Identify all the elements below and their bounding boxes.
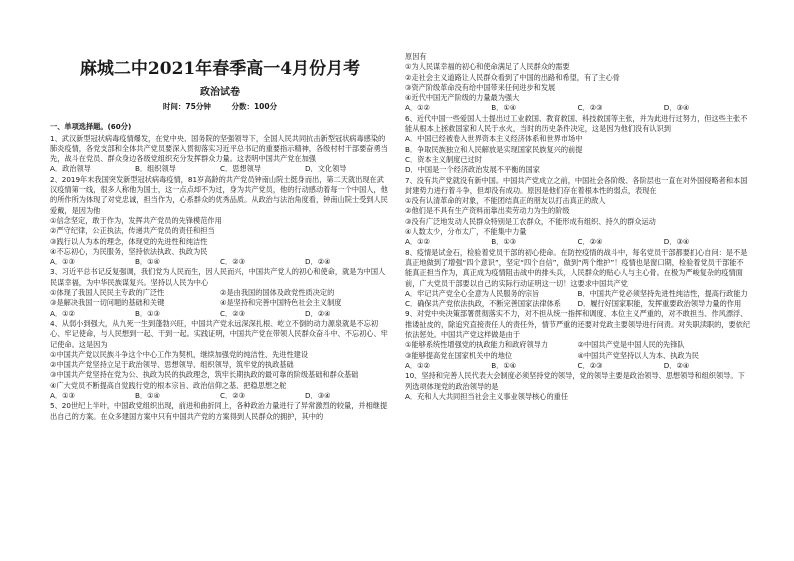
statement: ①信念坚定，敢于作为，发挥共产党员的先锋模范作用 bbox=[50, 215, 222, 225]
answer-option: D．中国是一个经济政治发展不平衡的国家 bbox=[405, 165, 540, 175]
question bbox=[405, 248, 750, 310]
answer-option: A．①② bbox=[50, 308, 75, 318]
answer-option: B．①③ bbox=[491, 237, 517, 247]
left-question-list bbox=[50, 134, 390, 422]
answer-option: C．②④ bbox=[577, 237, 603, 247]
answer-option: D．③④ bbox=[663, 103, 690, 113]
answer-option: A．充和人大共同担当社会主义事业领导核心的重任 bbox=[405, 391, 569, 401]
answer-options bbox=[405, 361, 750, 371]
question bbox=[405, 114, 750, 176]
statement-row bbox=[50, 298, 390, 308]
answer-option: D．③④ bbox=[305, 391, 331, 401]
answer-options bbox=[405, 103, 750, 113]
statement: ②走社会主义道路让人民群众看到了中国的出路和希望，有了主心骨 bbox=[405, 72, 620, 82]
answer-option: D．文化领导 bbox=[305, 164, 347, 174]
answer-option: B．①④ bbox=[491, 360, 517, 370]
answer-options bbox=[405, 299, 750, 309]
question-text: 1、武汉新型冠状病毒疫情爆发，在党中央、国务院的坚强领导下，全国人民共同抗击新型冠状病毒感染的肺炎疫情，各党支部和全体共产党员要深入贯彻落实习近平总书记的重要指示精神，各级村村干部要奋勇当先，战斗在党员、群众身边各级党组织充分发挥群众力量。这表明中国共产党在加强 bbox=[50, 133, 388, 164]
statement-row bbox=[50, 288, 390, 298]
answer-option: A．①② bbox=[405, 103, 430, 113]
answer-options bbox=[405, 237, 750, 247]
statement: ④近代中国无产阶级的力量最为强大 bbox=[405, 93, 520, 103]
question-text: 4、从弱小到强大，从九死一生到蓬勃兴旺，中国共产党永远深深扎根、屹立不倒的动力源泉就是不忘初心、牢记使命，与人民想到一起、干到一起。实践证明，中国共产党在带领人民群众奋斗中、不忘初心、牢记使命。这是因为 bbox=[50, 318, 388, 349]
statement: ②中国共产党坚持立足于政治领导、思想领导、组织领导，筑牢党的执政基础 bbox=[50, 360, 294, 370]
answer-option: C．资本主义制度已过时 bbox=[405, 154, 482, 164]
statement: ②严守纪律，公正执法，传递共产党员的责任和担当 bbox=[50, 226, 215, 236]
question bbox=[50, 267, 390, 318]
exam-score: 分数：100分 bbox=[231, 102, 278, 111]
question bbox=[50, 319, 390, 401]
answer-option: A．①② bbox=[405, 237, 430, 247]
left-column bbox=[50, 50, 390, 422]
question-text: 8、疫情是试金石，检验着党员干部的初心使命。在防控疫情的战斗中，每名党员干部都要扪心自问：是不是真正地做到了增强“四个意识”，坚定“四个自信”，做到“两个维护”！疫情也是窗口期，检验着党员干部能不能真正担当作为，真正成为疫情阻击战中的排头兵，人民群众的贴心人与主心骨。在极为严峻复杂的疫情面前，广大党员干部要以自己的实际行动证明这一切！这要求中国共产党 bbox=[405, 247, 748, 288]
statement: ④是坚持和完善中国特色社会主义制度 bbox=[220, 298, 342, 308]
statement: ③践行以人为本的理念，体现党的先进性和纯洁性 bbox=[50, 236, 208, 246]
question-text: 9、对党中央决策部署贯彻落实不力，对不担从统一指挥和调度、本位主义严重的，对不敢担当、作风漂浮、推诿扯皮的，除追究直接责任人的责任外，情节严重的还要对党政主要领导进行问责。对失职渎职的，要依纪依法惩处。中国共产党这样做是由于 bbox=[405, 309, 751, 340]
question-text: 原因有 bbox=[405, 52, 427, 61]
answer-option: C．②③ bbox=[577, 103, 603, 113]
statement: ④中国共产党坚持以人为本、执政为民 bbox=[577, 350, 699, 360]
question bbox=[50, 134, 390, 175]
statement: ②是由我国的国体及政党性质决定的 bbox=[220, 288, 335, 298]
answer-option: B．①④ bbox=[135, 391, 161, 401]
answer-option: D．履行好国家职能，发挥重要政治领导力量的作用 bbox=[577, 299, 742, 309]
answer-options bbox=[50, 391, 390, 401]
question bbox=[405, 371, 750, 402]
answer-option: D．③④ bbox=[663, 237, 690, 247]
answer-option: B．争取民族独立和人民解放是实现国家民族复兴的前提 bbox=[405, 144, 583, 154]
statement: ③中国共产党坚持在党为公、执政为民的执政理念，筑牢长期执政的最可靠的阶级基础和群众基础 bbox=[50, 370, 359, 380]
question bbox=[50, 401, 390, 422]
statement: ④不忘初心，为民服务，坚持依法执政、执政为民 bbox=[50, 246, 208, 256]
answer-option: C．思想领导 bbox=[220, 164, 261, 174]
answer-option: A．①③ bbox=[50, 257, 75, 267]
answer-option: D．②④ bbox=[305, 257, 331, 267]
answer-option: C．②③ bbox=[220, 308, 246, 318]
answer-option: D．②④ bbox=[305, 308, 331, 318]
question-text: 7、没有共产党就没有新中国。中国共产党成立之前，中国社会各阶级、各阶层也一直在对外国侵略者和本国封建势力进行着斗争，但却没有成功。原因是他们存在着根本性的弱点，表现在 bbox=[405, 175, 748, 195]
exam-title: 麻城二中2021年春季高一4月份月考 bbox=[79, 59, 361, 79]
statement: ④人数太少，分布太广，不能集中力量 bbox=[405, 227, 527, 237]
question-text: 3、习近平总书记反复强调，我们党为人民而生，因人民而兴，中国共产党人的初心和使命，就是为中国人民谋幸福，为中华民族谋复兴。坚持以人民为中心 bbox=[50, 267, 386, 287]
statement: ①体现了我国人民民主专政的广泛性 bbox=[50, 288, 165, 298]
exam-meta bbox=[50, 102, 390, 112]
question bbox=[405, 176, 750, 248]
question bbox=[50, 175, 390, 268]
answer-option: B．中国共产党必须坚持先进性纯洁性，提高行政能力 bbox=[577, 288, 748, 298]
answer-option: B．组织领导 bbox=[135, 164, 176, 174]
answer-option: B．①④ bbox=[135, 257, 161, 267]
statement-row bbox=[405, 351, 750, 361]
answer-option: C．确保共产党依法执政，不断完善国家法律体系 bbox=[405, 299, 561, 309]
answer-option: A．牢记共产党全心全意为人民服务的宗旨 bbox=[405, 288, 540, 298]
answer-option: B．①④ bbox=[491, 103, 517, 113]
question-text: 2、2019年末我国突发新型冠状病毒疫情，81岁高龄的共产党员钟南山院士挺身而出，第二天就出现在武汉疫情第一线，很多人称他为国士，这一点点却不为过，身为共产党员，他的行动感动着每一个中国人，他的所作所为体现了对党忠诚，担当作为，心系群众的优秀品质。从政治与法治角度看，钟南山院士受到人民爱戴，是因为他 bbox=[50, 174, 388, 215]
question bbox=[405, 309, 750, 371]
answer-options bbox=[50, 309, 390, 319]
right-question-list bbox=[405, 52, 750, 402]
answer-options bbox=[405, 289, 750, 299]
statement: ①为人民谋幸福的初心和使命满足了人民群众的需要 bbox=[405, 62, 570, 72]
statement: ①中国共产党以民族斗争这个中心工作为契机，继续加强党的纯洁性、先进性建设 bbox=[50, 349, 309, 359]
statement: ②中国共产党是中国人民的先锋队 bbox=[577, 340, 685, 350]
answer-option: C．②③ bbox=[220, 391, 246, 401]
right-column bbox=[405, 52, 750, 402]
answer-options bbox=[50, 164, 390, 174]
answer-option: C．②③ bbox=[577, 360, 603, 370]
statement: ④广大党员不断提高自觉践行党的根本宗旨、政治信仰之基、把稳思想之舵 bbox=[50, 380, 287, 390]
answer-option: A．①② bbox=[405, 360, 430, 370]
statement: ③是解决我国一切问题的基础和关键 bbox=[50, 298, 165, 308]
statement: ③能够提高党在国家机关中的地位 bbox=[405, 350, 513, 360]
question bbox=[405, 52, 750, 114]
question-text: 10、坚持和完善人民代表大会制度必须坚持党的领导，党的领导主要是政治领导、思想领导和组织领导。下列选项体现党的政治领导的是 bbox=[405, 371, 745, 391]
answer-option: A．中国已经被卷入世界资本主义经济体系和世界市场中 bbox=[405, 134, 583, 144]
answer-option: C．②③ bbox=[220, 257, 246, 267]
exam-time: 时间：75分钟 bbox=[162, 102, 211, 111]
statement-row bbox=[405, 340, 750, 350]
answer-option: B．①③ bbox=[135, 308, 161, 318]
question-text: 5、20世纪上半叶，中国政党组织出现，前进和曲折同上，各种政治力量进行了异常激烈的较量，并相继提出自己的方案。在众多建国方案中只有中国共产党的方案得到人民群众的拥护，其中的 bbox=[50, 401, 388, 421]
statement: ③资产阶级革命没有给中国带来任何进步和发展 bbox=[405, 82, 556, 92]
statement: ②他们是不具有生产资料而靠出卖劳动力为生的阶级 bbox=[405, 206, 570, 216]
exam-subtitle: 政治试卷 bbox=[200, 87, 240, 98]
answer-option: A．政治领导 bbox=[50, 164, 91, 174]
statement: ③没有广泛地发动人民群众特别是工农群众，不能形成有组织、持久的群众运动 bbox=[405, 216, 656, 226]
section-heading: 一、单项选择题。(60分) bbox=[50, 122, 132, 132]
answer-option: D．②④ bbox=[663, 360, 690, 370]
statement: ①能够系统性增强党的执政能力和政府领导力 bbox=[405, 340, 549, 350]
answer-options bbox=[50, 257, 390, 267]
question-text: 6、近代中国一些爱国人士提出过工业救国、教育救国、科技救国等主张，并为此进行过努力，但这些主张不能从根本上拯救国家和人民于水火，当时的历史条件决定，这是因为他们没有认识到 bbox=[405, 113, 748, 134]
answer-option: A．①③ bbox=[50, 391, 75, 401]
statement: ①没有认清革命的对象，不能团结真正的朋友以打击真正的敌人 bbox=[405, 196, 606, 206]
